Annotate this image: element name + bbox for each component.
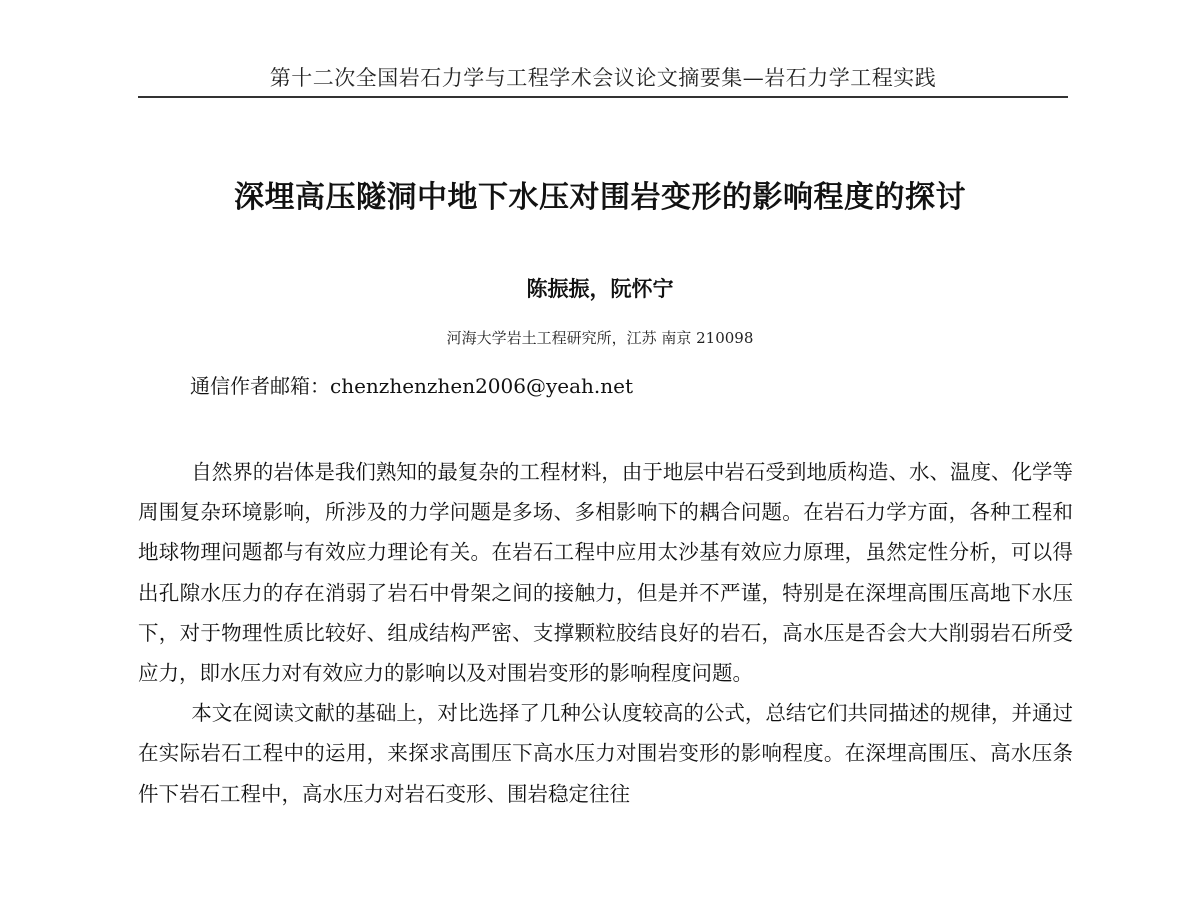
paragraph: 自然界的岩体是我们熟知的最复杂的工程材料，由于地层中岩石受到地质构造、水、温度、化学等周围复杂环境影响，所涉及的力学问题是多场、多相影响下的耦合问题。在岩石力学方面，各种工程和地球物理问题都与有效应力理论有关。在岩石工程中应用太沙基有效应力原理，虽然定性分析，可以得出孔隙水压力的存在消弱了岩石中骨架之间的接触力，但是并不严谨，特别是在深埋高围压高地下水压下，对于物理性质比较好、组成结构严密、支撑颗粒胶结良好的岩石，高水压是否会大大削弱岩石所受应力，即水压力对有效应力的影响以及对围岩变形的影响程度问题。 <box>138 460 1073 686</box>
email-label: 通信作者邮箱： <box>190 374 330 398</box>
affiliation: 河海大学岩土工程研究所，江苏 南京 210098 <box>446 329 754 347</box>
running-header: 第十二次全国岩石力学与工程学术会议论文摘要集—岩石力学工程实践 <box>269 66 937 90</box>
paper-title: 深埋高压隧洞中地下水压对围岩变形的影响程度的探讨 <box>234 180 966 215</box>
body-text <box>138 452 1073 814</box>
corresponding-email <box>190 370 633 399</box>
paragraph: 本文在阅读文献的基础上，对比选择了几种公认度较高的公式，总结它们共同描述的规律，并通过在实际岩石工程中的运用，来探求高围压下高水压力对围岩变形的影响程度。在深埋高围压、高水压条件下岩石工程中，高水压力对岩石变形、围岩稳定往往 <box>138 701 1073 806</box>
email-address: chenzhenzhen2006@yeah.net <box>330 374 634 398</box>
header-rule <box>138 96 1068 98</box>
authors: 陈振振，阮怀宁 <box>526 277 674 301</box>
